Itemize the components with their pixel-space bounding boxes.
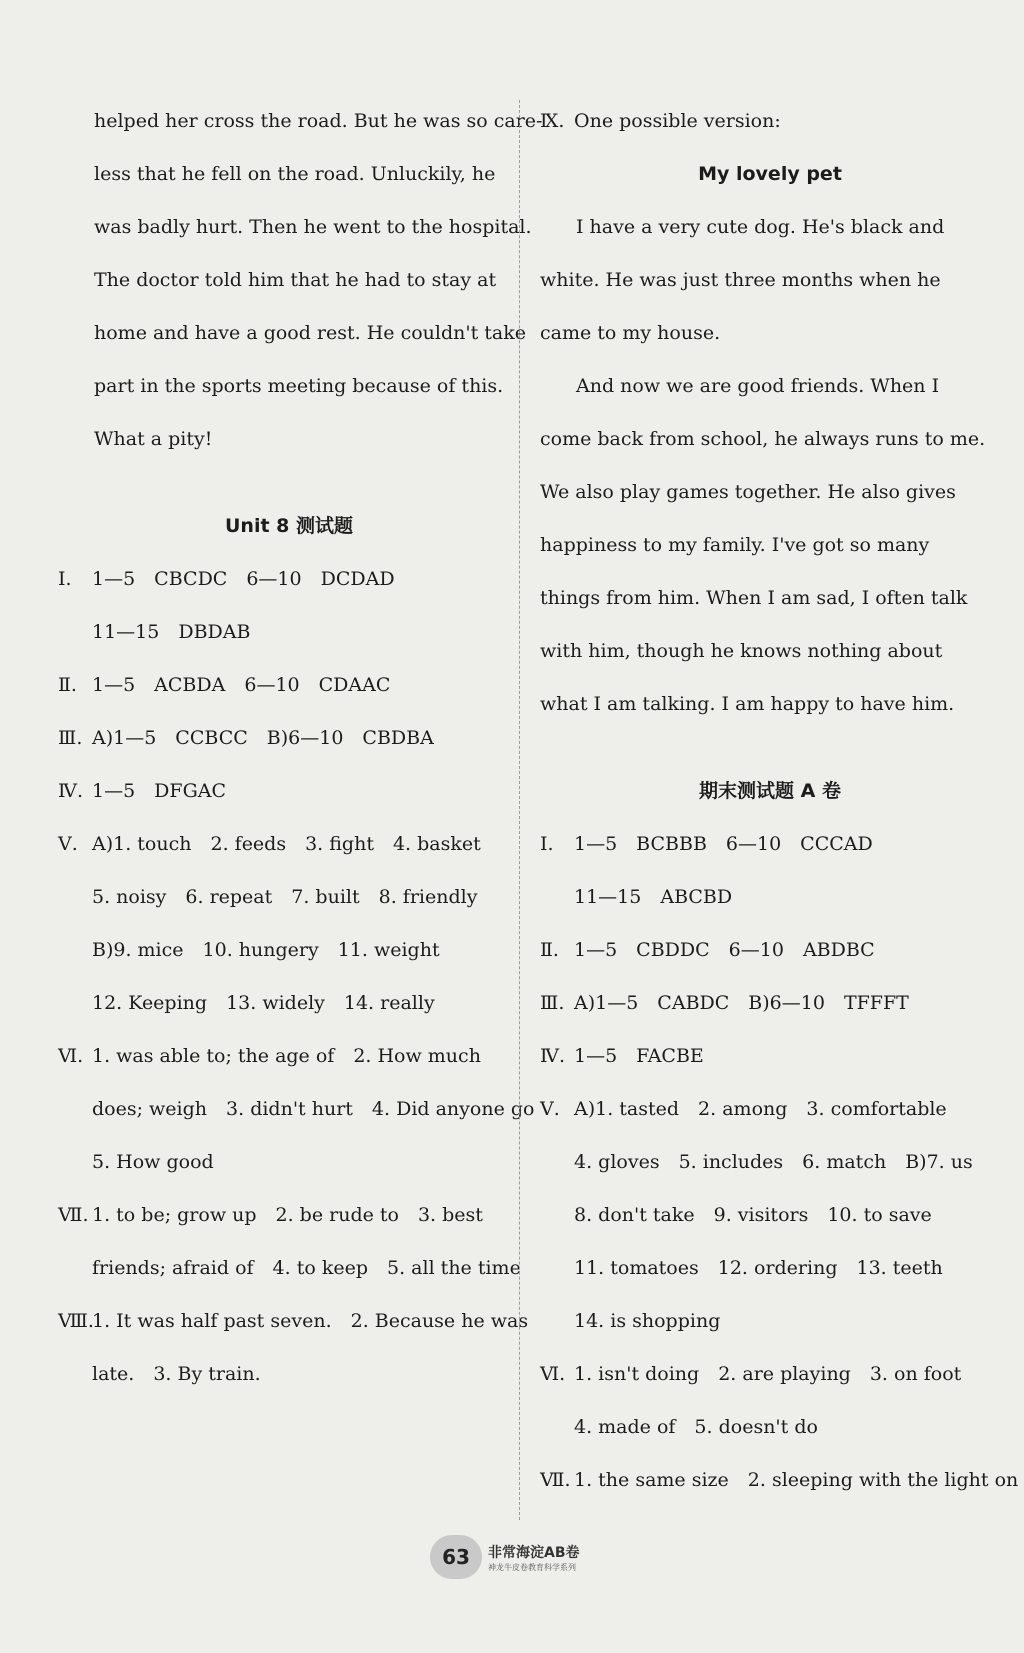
essay-line: things from him. When I am sad, I often talk	[540, 587, 968, 609]
essay-continuation	[58, 95, 543, 466]
answer-line: 14. is shopping	[574, 1310, 721, 1332]
answer-section-5: Ⅴ. A)1. tasted 2. among 3. comfortable	[540, 1098, 947, 1120]
page-number: 63	[430, 1535, 482, 1579]
answer-section-2: Ⅱ. 1—5 ACBDA 6—10 CDAAC	[58, 674, 391, 696]
answer-section-6: Ⅵ. 1. was able to; the age of 2. How much	[58, 1045, 481, 1067]
right-column	[540, 95, 1019, 1507]
column-divider	[519, 100, 520, 1520]
essay-line: was badly hurt. Then he went to the hospital.	[94, 216, 532, 238]
answer-line: 5. How good	[92, 1151, 214, 1173]
answer-section-7: Ⅶ. 1. to be; grow up 2. be rude to 3. best	[58, 1204, 483, 1226]
answer-section-5: Ⅴ. A)1. touch 2. feeds 3. fight 4. basket	[58, 833, 481, 855]
answer-line: does; weigh 3. didn't hurt 4. Did anyone go	[92, 1098, 535, 1120]
answer-section-2: Ⅱ. 1—5 CBDDC 6—10 ABDBC	[540, 939, 875, 961]
essay-line: I have a very cute dog. He's black and	[576, 216, 945, 238]
essay-line: happiness to my family. I've got so many	[540, 534, 930, 556]
essay-line: helped her cross the road. But he was so care-	[94, 110, 543, 132]
essay-line: What a pity!	[94, 428, 213, 450]
essay-line: home and have a good rest. He couldn't take	[94, 322, 526, 344]
left-column	[58, 95, 543, 1401]
essay-line: The doctor told him that he had to stay at	[94, 269, 497, 291]
answer-line: 4. gloves 5. includes 6. match B)7. us	[574, 1151, 973, 1173]
answer-line: 11—15 ABCBD	[574, 886, 733, 908]
answer-section-1: Ⅰ. 1—5 CBCDC 6—10 DCDAD	[58, 568, 395, 590]
unit8-title: Unit 8 测试题	[225, 515, 353, 537]
answer-line: B)9. mice 10. hungery 11. weight	[92, 939, 440, 961]
sample-essay	[540, 201, 1000, 731]
answer-line: late. 3. By train.	[92, 1363, 261, 1385]
answer-section-1: Ⅰ. 1—5 BCBBB 6—10 CCCAD	[540, 833, 873, 855]
brand-series: 神龙牛皮卷教育科学系列	[488, 1562, 576, 1572]
answer-section-7: Ⅶ. 1. the same size 2. sleeping with the light on	[540, 1469, 1019, 1491]
essay-line: come back from school, he always runs to me.	[540, 428, 986, 450]
answer-line: 4. made of 5. doesn't do	[574, 1416, 818, 1438]
answer-section-3: Ⅲ. A)1—5 CCBCC B)6—10 CBDBA	[58, 727, 434, 749]
answer-line: friends; afraid of 4. to keep 5. all the time	[92, 1257, 521, 1279]
answer-line: 5. noisy 6. repeat 7. built 8. friendly	[92, 886, 478, 908]
brand-mark	[488, 1542, 580, 1573]
brand-name: 非常海淀AB卷	[488, 1544, 580, 1561]
final-exam-title: 期末测试题 A 卷	[699, 780, 841, 802]
answer-section-9: Ⅸ. One possible version:	[540, 110, 781, 132]
essay-line: with him, though he knows nothing about	[540, 640, 943, 662]
answer-section-8: Ⅷ.1. It was half past seven. 2. Because he was	[58, 1310, 529, 1332]
essay-line: less that he fell on the road. Unluckily, he	[94, 163, 496, 185]
page-footer	[430, 1535, 580, 1579]
answer-section-4: Ⅳ. 1—5 DFGAC	[58, 780, 227, 802]
essay-line: came to my house.	[540, 322, 721, 344]
answer-line: 11. tomatoes 12. ordering 13. teeth	[574, 1257, 943, 1279]
answer-line: 12. Keeping 13. widely 14. really	[92, 992, 435, 1014]
answer-line: 11—15 DBDAB	[92, 621, 251, 643]
answer-section-4: Ⅳ. 1—5 FACBE	[540, 1045, 704, 1067]
answer-section-6: Ⅵ. 1. isn't doing 2. are playing 3. on foot	[540, 1363, 962, 1385]
essay-line: white. He was just three months when he	[540, 269, 941, 291]
essay-line: what I am talking. I am happy to have him.	[540, 693, 955, 715]
answer-line: 8. don't take 9. visitors 10. to save	[574, 1204, 932, 1226]
essay-line: We also play games together. He also gives	[540, 481, 956, 503]
essay-line: part in the sports meeting because of this.	[94, 375, 504, 397]
essay-line: And now we are good friends. When I	[576, 375, 940, 397]
answer-section-3: Ⅲ. A)1—5 CABDC B)6—10 TFFFT	[540, 992, 909, 1014]
essay-title: My lovely pet	[698, 163, 842, 185]
